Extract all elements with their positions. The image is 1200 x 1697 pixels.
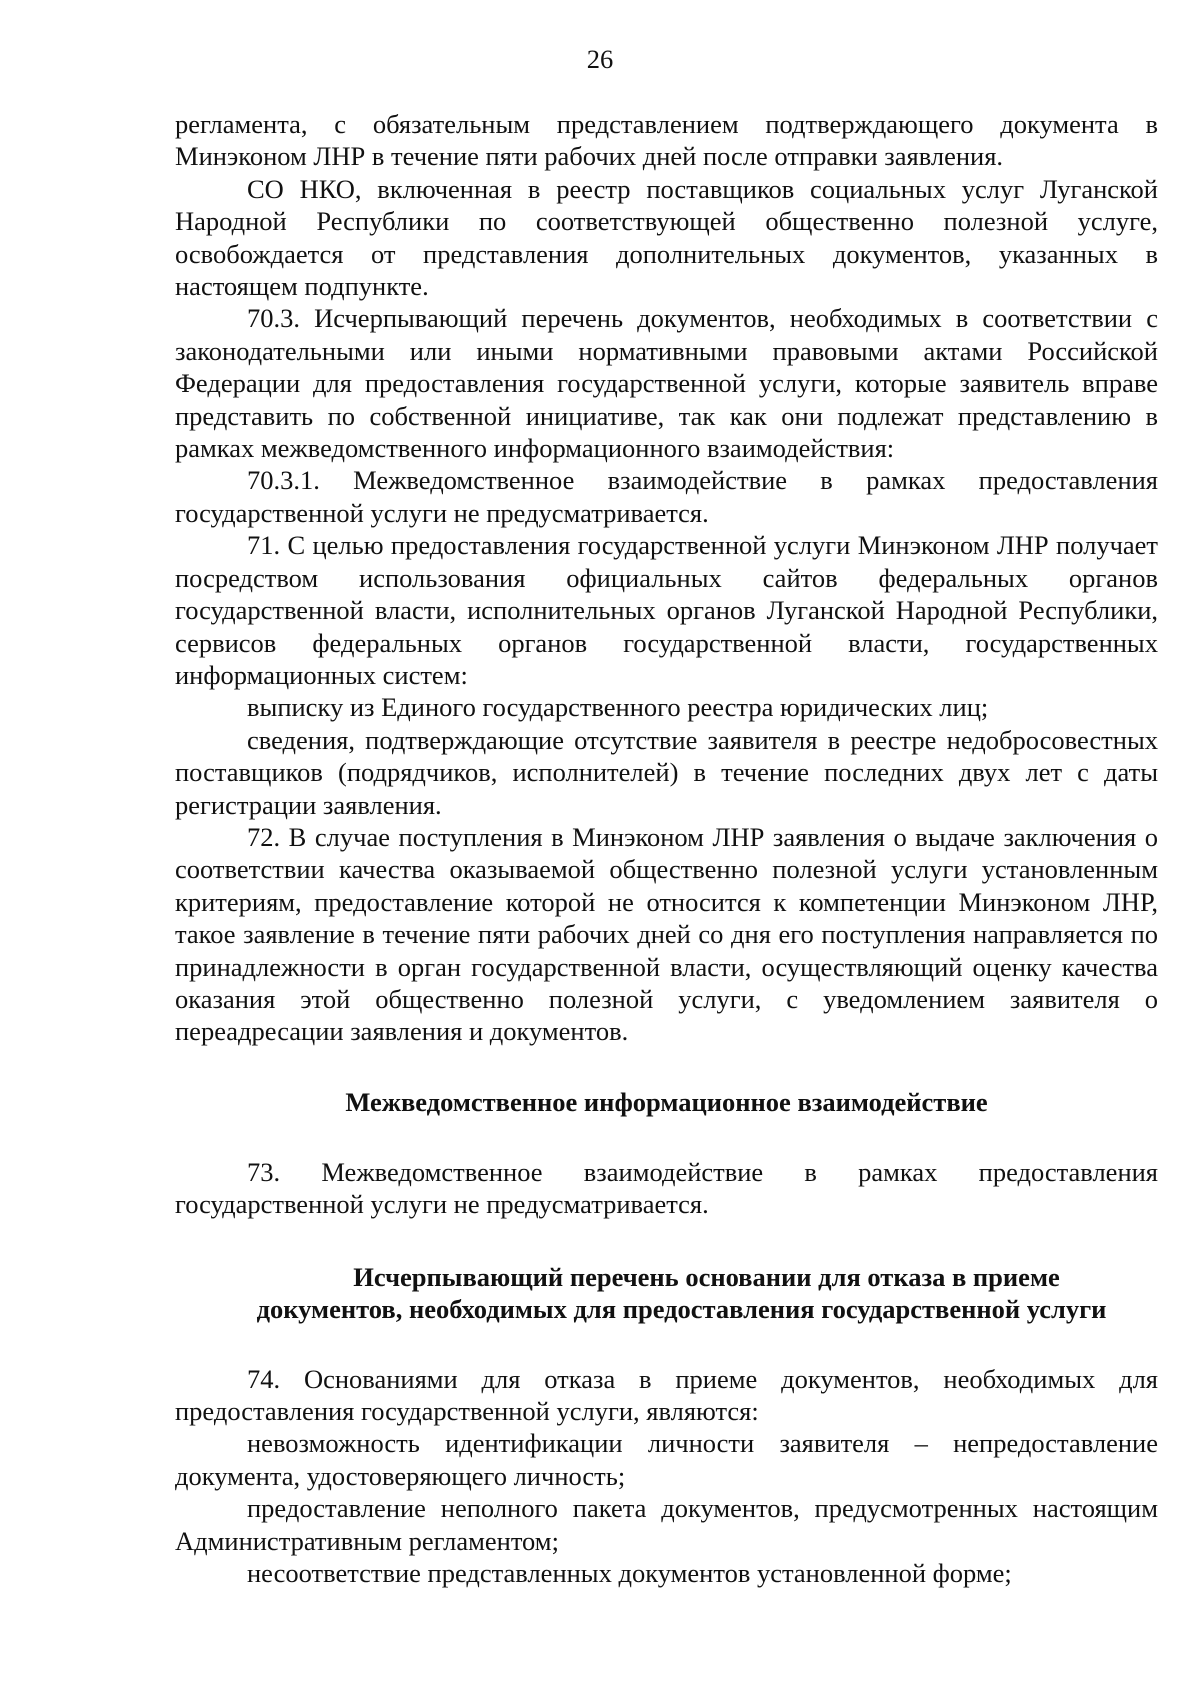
paragraph-71: 71. С целью предоставления государственной услуги Минэконом ЛНР получает посредством использования официальных сайтов федеральных органов государственной власти, исполнительных органов Луганской Народной Республики, сервисов федеральных органов государственной власти, государственных информационных систем:	[175, 530, 1158, 690]
paragraph-so-nko: СО НКО, включенная в реестр поставщиков социальных услуг Луганской Народной Республики по соответствующей общественно полезной услуге, освобождается от представления дополнительных документов, указанных в настоящем подпункте.	[175, 173, 1158, 302]
paragraph-72: 72. В случае поступления в Минэконом ЛНР заявления о выдаче заключения о соответствии качества оказываемой общественно полезной услуги установленным критериям, предоставление которой не относится к компетенции Минэконом ЛНР, такое заявление в течение пяти рабочих дней со дня его поступления направляется по принадлежности в орган государственной власти, осуществляющий оценку качества оказания этой общественно полезной услуги, с уведомлением заявителя о переадресации заявления и документов.	[175, 821, 1158, 1047]
paragraph-70-3-1: 70.3.1. Межведомственное взаимодействие в рамках предоставления государственной услуги не предусматривается.	[175, 465, 1158, 528]
paragraph-regulation-continuation: регламента, с обязательным представлением подтверждающего документа в Минэконом ЛНР в течение пяти рабочих дней после отправки заявления.	[175, 109, 1158, 172]
paragraph-70-3: 70.3. Исчерпывающий перечень документов, необходимых в соответствии с законодательными или иными нормативными правовыми актами Российской Федерации для предоставления государственной услуги, которые заявитель вправе представить по собственной инициативе, так как они подлежат представлению в рамках межведомственного информационного взаимодействия:	[175, 303, 1158, 464]
page-number: 26	[586, 44, 614, 74]
section-title-interagency: Межведомственное информационное взаимодействие	[345, 1086, 988, 1117]
list-item-unfair-suppliers-register: сведения, подтверждающие отсутствие заявителя в реестре недобросовестных поставщиков (подрядчиков, исполнителей) в течение последних двух лет с даты регистрации заявления.	[175, 724, 1158, 820]
paragraph-74: 74. Основаниями для отказа в приеме документов, необходимых для предоставления государственной услуги, являются:	[175, 1363, 1158, 1426]
list-item-incomplete-package: предоставление неполного пакета документов, предусмотренных настоящим Административным регламентом;	[175, 1493, 1158, 1556]
list-item-identity-not-verified: невозможность идентификации личности заявителя – непредоставление документа, удостоверяющего личность;	[175, 1428, 1158, 1491]
document-body	[175, 108, 1158, 1589]
section-title-line-1: Исчерпывающий перечень основании для отказа в приеме	[353, 1261, 1060, 1292]
paragraph-73: 73. Межведомственное взаимодействие в рамках предоставления государственной услуги не предусматривается.	[175, 1156, 1158, 1220]
list-item-egrul-extract: выписку из Единого государственного реестра юридических лиц;	[247, 692, 989, 723]
section-title-line-2: документов, необходимых для предоставления государственной услуги	[256, 1293, 1107, 1324]
section-title-refusal-grounds	[175, 1261, 1158, 1325]
list-item-form-mismatch: несоответствие представленных документов установленной форме;	[247, 1558, 1012, 1589]
